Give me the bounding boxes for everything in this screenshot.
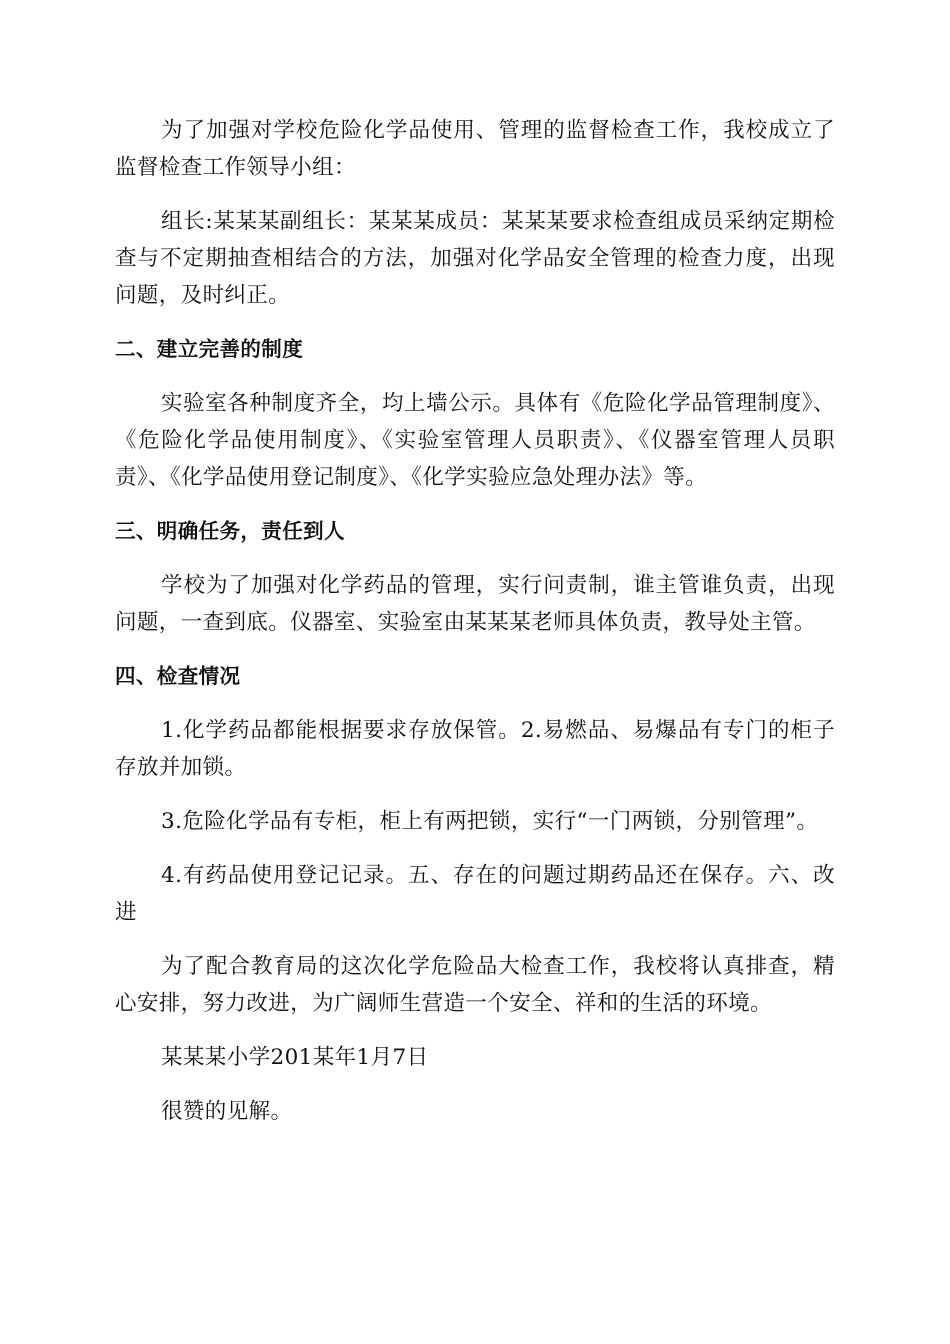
paragraph-responsibility: 学校为了加强对化学药品的管理，实行问责制，谁主管谁负责，出现问题，一查到底。仪器室、实验室由某某某老师具体负责，教导处主管。 xyxy=(115,573,835,635)
paragraph-inspection-4: 4.有药品使用登记记录。五、存在的问题过期药品还在保存。六、改进 xyxy=(115,863,835,925)
paragraph-group-members: 组长:某某某副组长：某某某成员：某某某要求检查组成员采纳定期检查与不定期抽查相结合的方法，加强对化学品安全管理的检查力度，出现问题，及时纠正。 xyxy=(115,209,835,308)
document-page xyxy=(115,112,835,1147)
heading-system: 二、建立完善的制度 xyxy=(115,337,304,361)
heading-responsibility: 三、明确任务，责任到人 xyxy=(115,519,345,543)
paragraph-supervision-group: 为了加强对学校危险化学品使用、管理的监督检查工作，我校成立了监督检查工作领导小组： xyxy=(115,118,835,180)
paragraph-signature-date: 某某某小学201某年1月7日 xyxy=(161,1045,429,1070)
paragraph-conclusion: 为了配合教育局的这次化学危险品大检查工作，我校将认真排查，精心安排，努力改进，为广阔师生营造一个安全、祥和的生活的环境。 xyxy=(115,954,835,1016)
paragraph-inspection-3: 3.危险化学品有专柜，柜上有两把锁，实行“一门两锁，分别管理”。 xyxy=(161,809,819,834)
paragraph-inspection-1: 1.化学药品都能根据要求存放保管。2.易燃品、易爆品有专门的柜子存放并加锁。 xyxy=(115,718,835,780)
paragraph-system: 实验室各种制度齐全，均上墙公示。具体有《危险化学品管理制度》、《危险化学品使用制度》、《实验室管理人员职责》、《仪器室管理人员职责》、《化学品使用登记制度》、《化学实验应急处理办法》等。 xyxy=(115,391,835,490)
paragraph-comment: 很赞的见解。 xyxy=(161,1099,293,1124)
heading-inspection: 四、检查情况 xyxy=(115,664,241,688)
